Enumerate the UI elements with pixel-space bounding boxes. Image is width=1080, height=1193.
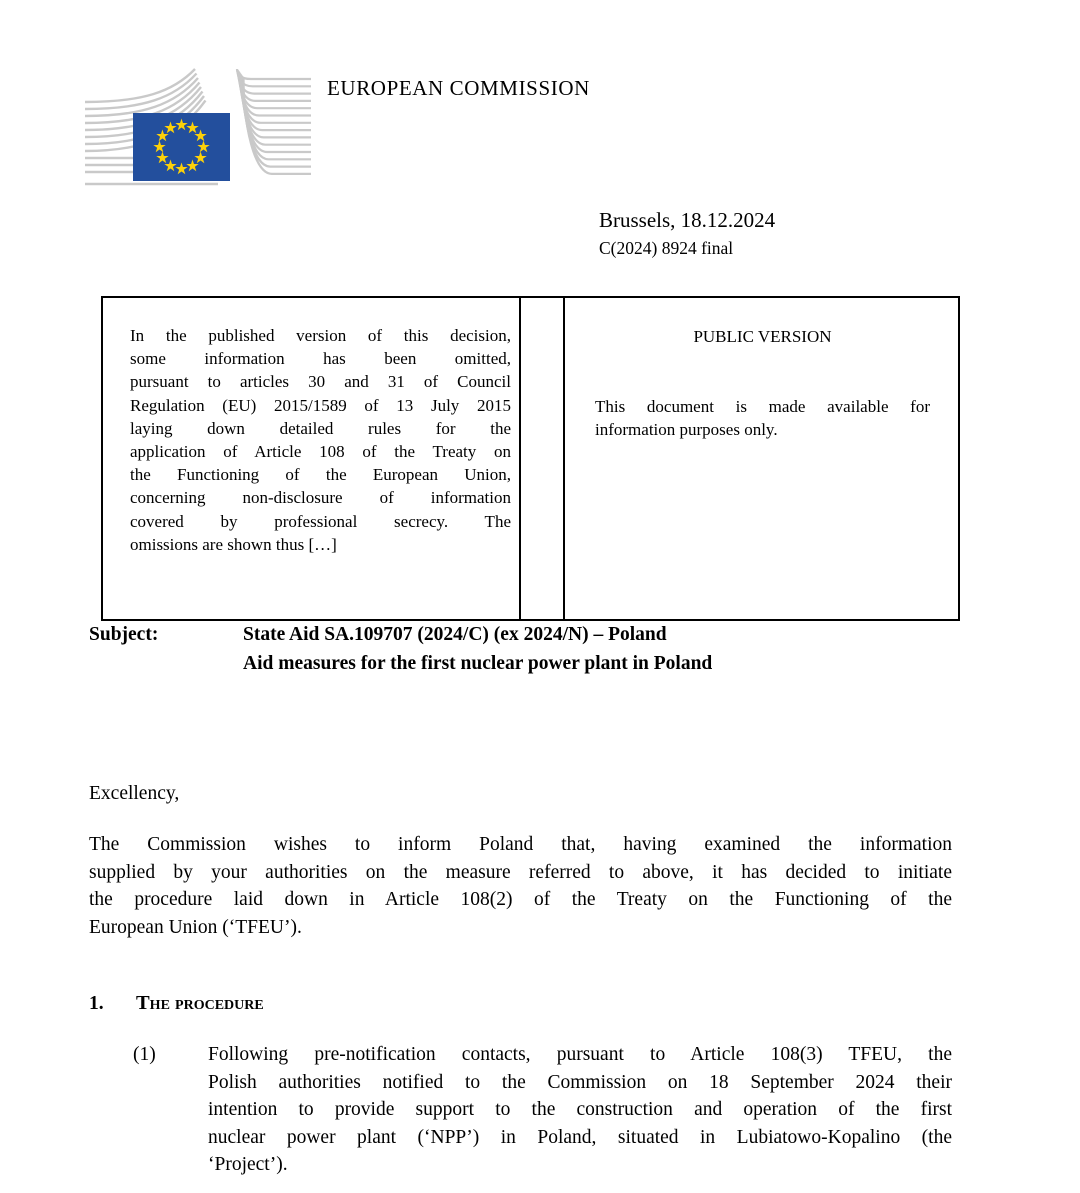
public-version-line: information purposes only. [595, 420, 778, 440]
subject-line-2: Aid measures for the first nuclear power plant in Poland [243, 653, 713, 674]
notice-line: pursuant to articles 30 and 31 of Council [130, 372, 511, 392]
subject-text [243, 620, 969, 678]
intro-line: European Union (‘TFEU’). [89, 916, 302, 938]
eu-flag [133, 113, 230, 181]
paragraph-line: Polish authorities notified to the Commission on 18 September 2024 their [208, 1071, 952, 1093]
subject-line-1: State Aid SA.109707 (2024/C) (ex 2024/N) – Poland [243, 624, 667, 645]
european-commission-logo [85, 65, 315, 195]
intro-paragraph [89, 831, 952, 941]
paragraph-line: Following pre-notification contacts, pursuant to Article 108(3) TFEU, the [208, 1044, 952, 1065]
section-1-heading [89, 990, 264, 1018]
subject-label: Subject: [89, 624, 159, 645]
section-number: 1. [89, 993, 104, 1014]
notice-line: covered by professional secrecy. The [130, 511, 511, 531]
paragraph-line: nuclear power plant (‘NPP’) in Poland, situated in Lubiatowo-Kopalino (the [208, 1126, 952, 1148]
institution-title: EUROPEAN COMMISSION [327, 76, 590, 100]
public-version-title: PUBLIC VERSION [693, 327, 832, 346]
logo-right-curves [237, 69, 311, 174]
omissions-notice-cell [103, 298, 521, 619]
section-title: The procedure [136, 992, 264, 1014]
notice-line: laying down detailed rules for the [130, 418, 511, 438]
notice-line: concerning non-disclosure of information [130, 488, 511, 508]
intro-line: The Commission wishes to inform Poland that, having examined the information [89, 834, 952, 855]
public-version-line: This document is made available for [595, 397, 930, 417]
notice-line: omissions are shown thus […] [130, 534, 337, 554]
paragraph-1 [89, 1041, 952, 1179]
numbered-paragraphs [89, 1041, 952, 1179]
table-spacer-cell [521, 298, 565, 619]
paragraph-text [208, 1041, 952, 1179]
paragraph-line: ‘Project’). [208, 1154, 288, 1176]
public-version-cell [565, 298, 958, 619]
notice-line: the Functioning of the European Union, [130, 465, 511, 485]
notice-line: In the published version of this decision, [130, 326, 511, 345]
notice-line: application of Article 108 of the Treaty on [130, 442, 511, 462]
paragraph-line: intention to provide support to the construction and operation of the first [208, 1099, 952, 1121]
notice-table [101, 296, 960, 621]
subject-block [89, 620, 969, 678]
notice-line: some information has been omitted, [130, 349, 511, 369]
notice-line: Regulation (EU) 2015/1589 of 13 July 2015 [130, 395, 511, 415]
paragraph-marker: (1) [133, 1044, 156, 1065]
intro-line: supplied by your authorities on the measure referred to above, it has decided to initiate [89, 861, 952, 883]
intro-line: the procedure laid down in Article 108(2) of the Treaty on the Functioning of the [89, 889, 952, 911]
salutation: Excellency, [89, 783, 180, 804]
document-reference: C(2024) 8924 final [599, 238, 734, 258]
place-date: Brussels, 18.12.2024 [599, 208, 776, 232]
